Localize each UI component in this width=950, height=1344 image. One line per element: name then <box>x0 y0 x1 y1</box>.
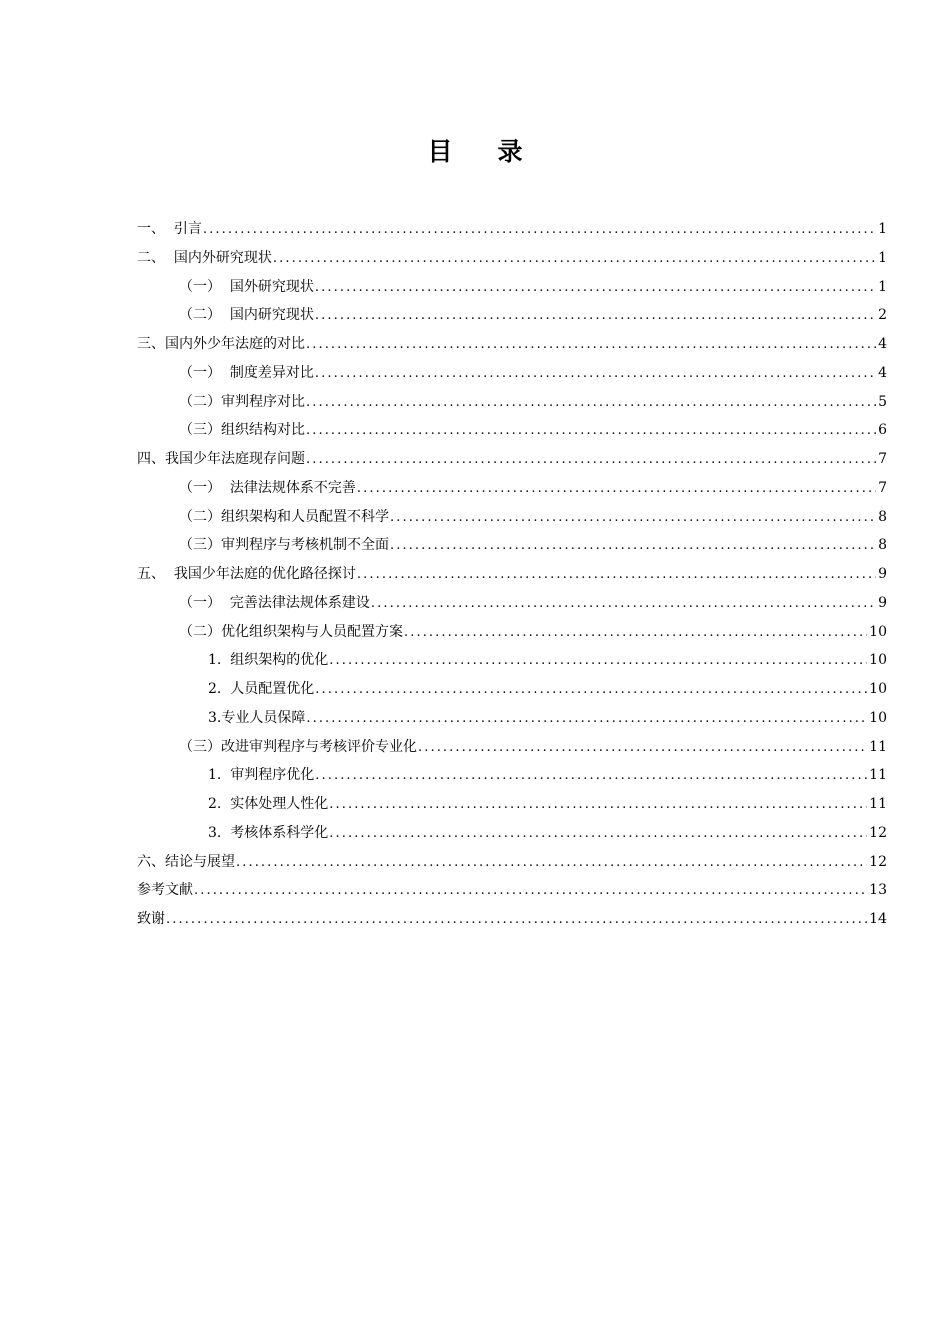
toc-dot-leader <box>306 705 867 734</box>
toc-entry-title: （一） 完善法律法规体系建设 <box>179 594 370 611</box>
toc-entry-title: 2. 人员配置优化 <box>208 681 315 697</box>
toc-entry-page-number: 8 <box>878 508 887 525</box>
toc-entry-title: 一、 引言 <box>137 221 202 237</box>
toc-entry-page-number: 5 <box>878 393 887 410</box>
toc-dot-leader <box>404 619 867 648</box>
toc-dot-leader <box>166 906 867 935</box>
toc-entry-title: （三）改进审判程序与考核评价专业化 <box>179 738 417 755</box>
toc-dot-leader <box>306 389 876 418</box>
toc-dot-leader <box>390 532 876 561</box>
toc-dot-leader <box>306 331 876 360</box>
toc-entry[interactable] <box>137 790 887 819</box>
toc-entry[interactable] <box>137 416 887 445</box>
toc-entry-title: 3.专业人员保障 <box>208 709 306 726</box>
toc-dot-leader <box>306 417 876 446</box>
toc-entry[interactable] <box>137 388 887 417</box>
toc-entry[interactable] <box>137 848 887 877</box>
toc-entry-title: 二、 国内外研究现状 <box>137 249 272 266</box>
toc-entry-page-number: 8 <box>878 537 887 554</box>
toc-entry-title: 参考文献 <box>137 882 193 899</box>
toc-entry-title: 致谢 <box>137 911 165 927</box>
toc-entry-page-number: 9 <box>878 594 887 611</box>
toc-entry-title: 1. 审判程序优化 <box>208 767 315 784</box>
toc-entry-title: （二）组织架构和人员配置不科学 <box>179 508 389 525</box>
toc-entry[interactable] <box>137 301 887 330</box>
toc-entry-page-number: 9 <box>878 566 887 582</box>
toc-entry-page-number: 10 <box>869 681 887 697</box>
toc-dot-leader <box>315 360 876 389</box>
toc-dot-leader <box>273 245 876 274</box>
toc-entry[interactable] <box>137 445 887 474</box>
toc-entry-title: 2. 实体处理人性化 <box>208 796 329 812</box>
toc-entry[interactable] <box>137 273 887 302</box>
toc-entry-title: （二） 国内研究现状 <box>179 307 314 324</box>
toc-entry-page-number: 11 <box>869 796 887 812</box>
toc-entry[interactable] <box>137 704 887 733</box>
toc-dot-leader <box>371 590 876 619</box>
toc-entry-page-number: 11 <box>869 738 887 755</box>
toc-entry[interactable] <box>137 503 887 532</box>
toc-dot-leader <box>203 216 876 245</box>
toc-entry[interactable] <box>137 646 887 675</box>
toc-entry-page-number: 6 <box>878 422 887 439</box>
toc-entry-title: （一） 国外研究现状 <box>179 278 314 295</box>
toc-entry[interactable] <box>137 876 887 905</box>
toc-dot-leader <box>329 647 867 676</box>
toc-dot-leader <box>357 475 876 504</box>
toc-dot-leader <box>418 734 867 763</box>
toc-entry-page-number: 4 <box>878 364 887 381</box>
toc-entry-page-number: 1 <box>878 221 887 237</box>
toc-entry-title: （一） 制度差异对比 <box>179 364 314 381</box>
toc-entry-page-number: 2 <box>878 307 887 324</box>
toc-title: 目录 <box>427 137 568 166</box>
toc-entry-page-number: 12 <box>869 824 887 841</box>
toc-entry-page-number: 14 <box>869 911 887 927</box>
toc-entry-title: 六、结论与展望 <box>137 853 235 870</box>
toc-dot-leader <box>236 849 867 878</box>
toc-entry-title: 1. 组织架构的优化 <box>208 652 329 669</box>
toc-entry-page-number: 7 <box>878 451 887 467</box>
toc-dot-leader <box>306 446 876 475</box>
toc-dot-leader <box>194 877 867 906</box>
toc-entry-title: （三）审判程序与考核机制不全面 <box>179 537 389 554</box>
toc-entry[interactable] <box>137 531 887 560</box>
toc-entry-page-number: 1 <box>878 249 887 266</box>
toc-entry-title: （二）审判程序对比 <box>179 393 305 410</box>
toc-entry-page-number: 13 <box>869 882 887 899</box>
toc-entry-title: （三）组织结构对比 <box>179 422 305 439</box>
toc-dot-leader <box>390 504 876 533</box>
toc-entry[interactable] <box>137 589 887 618</box>
toc-dot-leader <box>315 274 876 303</box>
toc-entry[interactable] <box>137 618 887 647</box>
toc-dot-leader <box>329 820 867 849</box>
toc-dot-leader <box>315 302 876 331</box>
toc-entry[interactable] <box>137 244 887 273</box>
toc-entry-title: （二）优化组织架构与人员配置方案 <box>179 623 403 640</box>
toc-dot-leader <box>329 791 867 820</box>
toc-entry[interactable] <box>137 761 887 790</box>
toc-entry-page-number: 10 <box>869 652 887 669</box>
toc-entry[interactable] <box>137 819 887 848</box>
toc-entry-title: （一） 法律法规体系不完善 <box>179 479 356 496</box>
toc-entry[interactable] <box>137 675 887 704</box>
toc-dot-leader <box>357 561 876 590</box>
toc-entry-page-number: 10 <box>869 623 887 640</box>
toc-entry-page-number: 4 <box>878 336 887 352</box>
toc-entry[interactable] <box>137 330 887 359</box>
toc-entry-page-number: 12 <box>869 853 887 870</box>
toc-entry[interactable] <box>137 733 887 762</box>
toc-entry-page-number: 7 <box>878 479 887 496</box>
toc-entry-page-number: 10 <box>869 709 887 726</box>
toc-dot-leader <box>315 762 867 791</box>
toc-entry[interactable] <box>137 359 887 388</box>
toc-entry-title: 四、我国少年法庭现存问题 <box>137 451 305 467</box>
toc-entry-page-number: 11 <box>869 767 887 784</box>
table-of-contents <box>137 215 887 934</box>
toc-entry-title: 3. 考核体系科学化 <box>208 824 329 841</box>
toc-entry-title: 三、国内外少年法庭的对比 <box>137 336 305 352</box>
toc-entry-page-number: 1 <box>878 278 887 295</box>
toc-dot-leader <box>315 676 867 705</box>
toc-entry-title: 五、 我国少年法庭的优化路径探讨 <box>137 566 356 582</box>
toc-entry[interactable] <box>137 905 887 934</box>
toc-entry[interactable] <box>137 560 887 589</box>
toc-entry[interactable] <box>137 215 887 244</box>
toc-entry[interactable] <box>137 474 887 503</box>
